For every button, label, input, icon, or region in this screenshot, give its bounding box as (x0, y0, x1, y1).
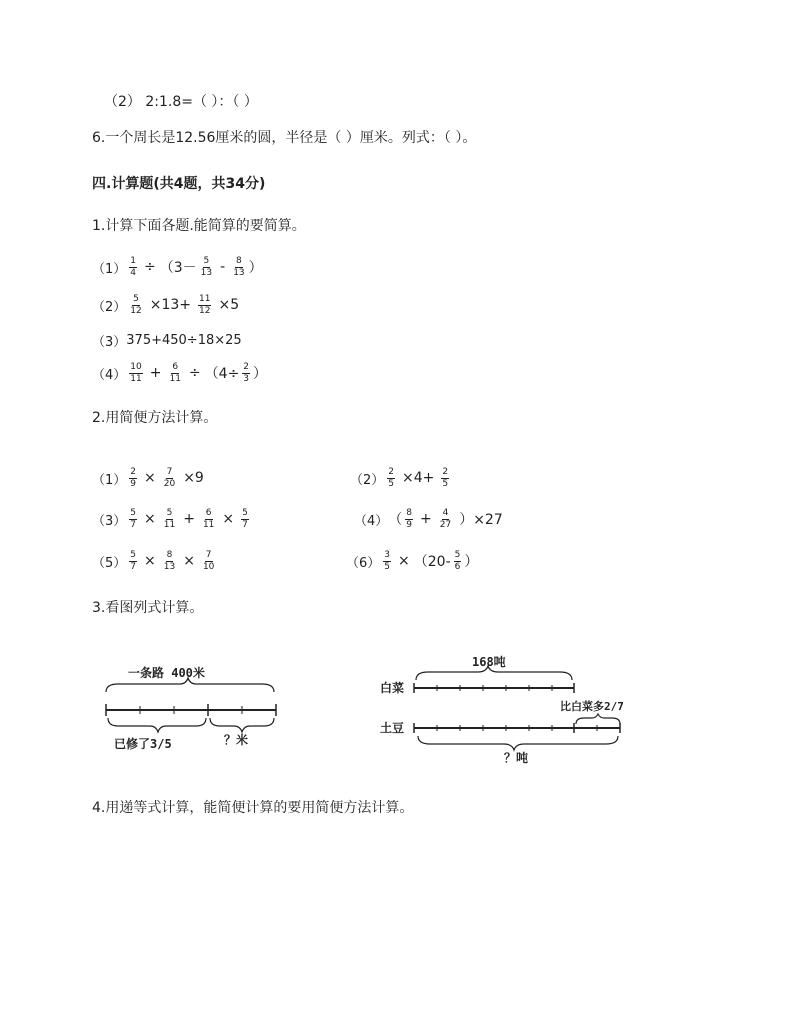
q2-item-3 (92, 504, 252, 534)
expression-text: （3－ (159, 260, 197, 276)
fraction: $\frac{5}{7}$ (130, 507, 137, 530)
q2-title: 2.用简便方法计算。 (92, 410, 218, 426)
item-label: （6） (346, 555, 381, 571)
potato-label: 土豆 (380, 721, 405, 735)
expression-text: 375+450÷18×25 (126, 332, 242, 348)
road-diagram (100, 660, 290, 770)
right-paren: ） (464, 554, 479, 570)
ratio-question: （2） 2:1.8=（ ）：（ ） (104, 94, 258, 110)
expression-text: ×9 (183, 470, 204, 486)
q2-item-6 (346, 546, 478, 576)
more-brace (576, 714, 620, 724)
q2-item-2 (350, 463, 452, 493)
potato-brace (418, 736, 618, 750)
times-sign: × (144, 511, 156, 527)
times-sign: × (222, 511, 235, 527)
fraction: $\frac{6}{11}$ (169, 361, 181, 384)
fraction: $\frac{6}{11}$ (202, 507, 215, 530)
fraction: $\frac{5}{7}$ (242, 507, 248, 530)
fraction: $\frac{2}{9}$ (130, 466, 137, 489)
item-label: （4） (92, 367, 127, 383)
q4-title: 4.用递等式计算，能简便计算的要用简便方法计算。 (92, 800, 414, 816)
divide-sign: ÷ (188, 365, 201, 381)
minus-sign: - (220, 259, 226, 275)
times-sign: × (144, 553, 156, 569)
times-sign: × (398, 553, 410, 569)
times-sign: × (183, 553, 195, 569)
times-sign: × (144, 470, 156, 486)
q1-title: 1.计算下面各题.能简算的要简算。 (92, 218, 306, 234)
cabbage-potato-diagram (376, 650, 636, 768)
fraction: $\frac{4}{27}$ (439, 507, 452, 530)
fraction: $\frac{5}{6}$ (454, 549, 461, 572)
left-paren: （ (388, 512, 403, 528)
rest-brace (210, 718, 274, 732)
done-brace (108, 718, 206, 732)
fraction: $\frac{3}{5}$ (384, 549, 391, 572)
q1-item-3 (92, 325, 242, 355)
expression-text: ）×27 (459, 512, 503, 528)
expression-text: ×4+ (402, 470, 435, 486)
item-label: （3） (92, 334, 127, 350)
expression-text: （20- (413, 554, 451, 570)
item-label: （1） (92, 261, 127, 277)
fraction: $\frac{2}{5}$ (442, 466, 449, 489)
fraction: $\frac{1}{4}$ (130, 255, 137, 278)
q2-item-1 (92, 463, 208, 493)
top-brace (106, 678, 274, 692)
item-label: （2） (350, 472, 385, 488)
fraction: $\frac{2}{5}$ (388, 466, 395, 489)
fraction: $\frac{7}{10}$ (202, 549, 215, 572)
q2-item-5 (92, 546, 218, 576)
more-label: 比白菜多2/7 (560, 700, 624, 713)
fraction: $\frac{8}{13}$ (163, 549, 176, 572)
q1-item-1 (92, 252, 263, 282)
plus-sign: + (420, 511, 432, 527)
fraction: $\frac{5}{12}$ (130, 293, 142, 316)
item-label: （5） (92, 555, 127, 571)
expression-text: （4÷ (204, 366, 240, 382)
fraction: $\frac{5}{13}$ (200, 255, 213, 278)
done-label: 已修了3/5 (114, 737, 172, 751)
rest-label: ？米 (224, 733, 249, 747)
right-paren: ） (253, 366, 268, 382)
q3-title: 3.看图列式计算。 (92, 600, 204, 616)
plus-sign: + (149, 365, 162, 381)
fraction: $\frac{5}{7}$ (130, 549, 137, 572)
right-paren: ） (248, 260, 263, 276)
item-label: （4） (354, 513, 389, 529)
q1-item-2 (92, 290, 243, 320)
fraction: $\frac{10}{11}$ (130, 361, 142, 384)
item-label: （1） (92, 472, 127, 488)
question-6: 6.一个周长是12.56厘米的圆，半径是（ ）厘米。列式：（ ）。 (92, 130, 477, 146)
plus-sign: + (183, 511, 195, 527)
fraction: $\frac{5}{11}$ (163, 507, 176, 530)
divide-sign: ÷ (144, 259, 156, 275)
expression-text: ×13+ (149, 297, 192, 313)
q2-item-4 (354, 504, 507, 534)
fraction: $\frac{2}{3}$ (243, 361, 250, 384)
cabbage-amount-label: 168吨 (472, 655, 506, 669)
fraction: $\frac{8}{13}$ (233, 255, 245, 278)
road-total-label: 一条路 400米 (128, 666, 205, 680)
item-label: （3） (92, 513, 127, 529)
item-label: （2） (92, 299, 127, 315)
potato-question-label: ？吨 (504, 751, 529, 765)
section-heading: 四.计算题(共4题，共34分) (92, 176, 266, 192)
fraction: $\frac{8}{9}$ (406, 507, 413, 530)
q1-item-4 (92, 358, 267, 388)
fraction: $\frac{11}{12}$ (199, 293, 211, 316)
fraction: $\frac{7}{20}$ (163, 466, 176, 489)
expression-text: ×5 (218, 297, 240, 313)
cabbage-label: 白菜 (380, 681, 405, 695)
